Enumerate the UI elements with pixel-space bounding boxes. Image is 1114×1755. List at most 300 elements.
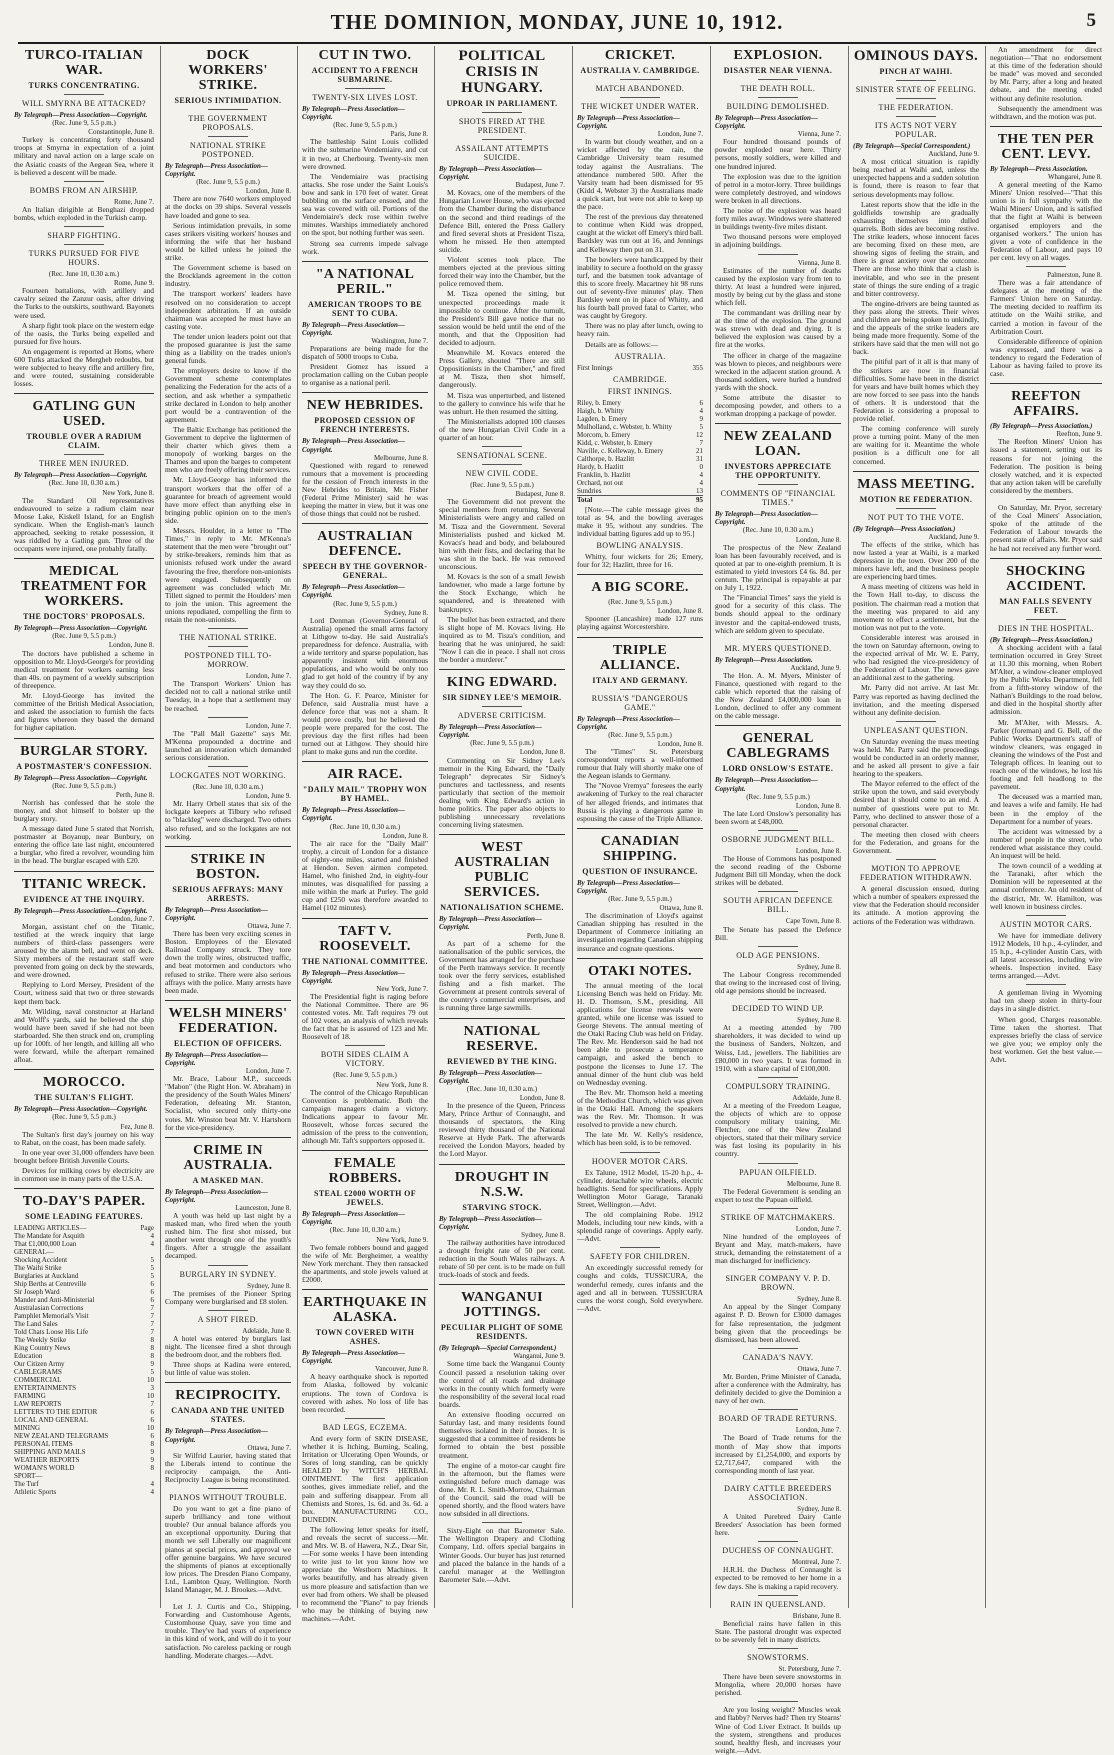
- article-paragraph: Turkey is concentrating forty thousand troops at Smyrna in expectation of a joint military and naval action on a large scale on the Asiatic coasts of the Aegean Sea, where it is believed a descent will be made.: [14, 135, 154, 177]
- index-label: LEADING ARTICLES—: [14, 1224, 87, 1233]
- article-byline: By Telegraph—Press Association—Copyright.: [439, 723, 542, 740]
- article-headline: AUSTRALIAN DEFENCE.: [317, 529, 413, 560]
- index-row: [14, 1408, 154, 1416]
- section-dash: [208, 766, 248, 767]
- article-subhead: MOTION TO APPROVE FEDERATION WITHDRAWN.: [859, 864, 973, 883]
- article-dateline: Budapest, June 8.: [515, 490, 565, 499]
- article-paragraph: The late Mr. W. Kelly's residence, which has been sold, is to be removed.: [577, 1130, 703, 1148]
- batsman: Riley, b. Emery: [577, 398, 621, 407]
- article-paragraph: M. Kovacs is the son of a small Jewish landowner, who made a large fortune by the Stock Exchange, which he squandered, and is threatened with bankruptcy.: [439, 572, 565, 614]
- index-page: 6: [150, 1296, 154, 1305]
- article: [715, 946, 841, 995]
- index-row: [14, 1416, 154, 1424]
- article-subhead: THE NATIONAL COMMITTEE.: [302, 956, 428, 966]
- article-subhead: THE SULTAN'S FLIGHT.: [34, 1093, 134, 1103]
- column-3: [297, 46, 428, 1623]
- article-paragraph: Three shops at Kadina were entered, but little of value was stolen.: [165, 1360, 291, 1378]
- received-time: (Rec. June 10, 0.30 a.m.): [329, 1226, 401, 1235]
- index-label: Pamphlet Memorial's Visit: [14, 1312, 89, 1321]
- article-paragraph: The bowlers were handicapped by their inability to secure a foothold on the grassy turf, and the batsmen took advantage of this to score freely. Macartney hit 98 runs out of seventy-five minutes' play. Then Bardsley went on in place of Whitty, and his fourth ball proved fatal to Carter, who was caught by Gregory.: [577, 254, 703, 321]
- received-time: (Rec. June 9, 5.5 p.m.): [608, 730, 672, 739]
- index-row: [14, 1328, 154, 1336]
- article: [990, 266, 1102, 378]
- article-paragraph: Mr. Wilding, naval constructor at Harland and Wolff's yards, said he believed the ship would have been saved if she had not been starboarded. She then struck end on, crumpling up for 100ft. of her length, and killing all who were forward, while the afterpart remained afloat.: [14, 1006, 154, 1065]
- index-label: Burglaries at Auckland: [14, 1272, 79, 1281]
- article-headline: WEST AUSTRALIAN PUBLIC SERVICES.: [454, 840, 550, 901]
- article: [165, 846, 291, 995]
- article-paragraph: A message dated June 5 stated that Norrish, postmaster at Boyanup, near Bunbury, on entering the office late last night, encountered a burglar, who fired a revolver, wounding him in the head. The burglar escaped with £20.: [14, 824, 154, 866]
- article-subhead: SENSATIONAL SCENE.: [456, 451, 548, 461]
- index-page: 10: [147, 1392, 154, 1401]
- article-dateline: Washington, June 7.: [371, 336, 428, 345]
- article-subhead: AUSTIN MOTOR CARS.: [999, 919, 1093, 929]
- index-row: [14, 1232, 154, 1240]
- article-paragraph: The engine-drivers are being taunted as they pass along the streets. Their wives and children are being spoken to unkindly, and the appeals of the strike leaders are being made more frequently. Some of the strikers have said that the men will not go back.: [853, 298, 979, 357]
- article-paragraph: The bullet has been extracted, and there is slight hope of M. Kovacs living. He inquired as to M. Tisza's condition, and hearing that he was uninjured, he said: "Now I can die in peace. I shall not cross the border a murderer.": [439, 614, 565, 665]
- article-dateline: London, June 7.: [108, 914, 154, 923]
- article: [715, 1595, 841, 1644]
- article: [302, 261, 428, 388]
- index-row: [14, 1280, 154, 1288]
- index-label: The Waihi Strike: [14, 1264, 62, 1273]
- article: [715, 1269, 841, 1344]
- article-subhead: SOUTH AFRICAN DEFENCE BILL.: [723, 896, 833, 915]
- subhead-dash: [64, 94, 104, 95]
- article-paragraph: Meanwhile M. Kovacs entered the Press Gallery, shouted "There are still Oppositionists in the Chamber," and fired at M. Tisza, then shot himself, dangerously.: [439, 348, 565, 390]
- article-subhead: MAN FALLS SEVENTY FEET.: [999, 596, 1093, 615]
- masthead: [18, 8, 1096, 44]
- article: [14, 558, 154, 732]
- article-dateline: Fez, June 8.: [120, 1122, 154, 1131]
- column-7: [848, 46, 979, 1608]
- article-divider: [853, 471, 979, 472]
- received-time: (Rec. June 10, 0.30 a.m.): [466, 1084, 538, 1093]
- index-row: [14, 1480, 154, 1488]
- article-divider: [715, 423, 841, 424]
- article-headline: REEFTON AFFAIRS.: [1011, 389, 1081, 420]
- article-paragraph: An appeal by the Singer Company against P. D. Brown for £3000 damages for false representation, the judgment being given that the proceedings be dismissed, has been allowed.: [715, 1302, 841, 1344]
- article-divider: [165, 1137, 291, 1138]
- article: [165, 1265, 291, 1306]
- article: [990, 915, 1102, 981]
- article-subhead: ACCIDENT TO A FRENCH SUBMARINE.: [311, 66, 419, 84]
- article-paragraph: The old complaining Robe. 1912 Models, including tour new kinds, with a splendid range of coverings. Apply early.—Advt.: [577, 1209, 703, 1244]
- received-time: (Rec. June 9, 5.5 p.m.): [470, 481, 534, 490]
- article-divider: [14, 738, 154, 739]
- article-paragraph: And every form of SKIN DISEASE, whether it is Itching, Burning, Scaling, Irritation or Ulcerating Open Wounds, or Sores of long standing, can be quickly HEALED by WITCH'S HERBAL OINTMENT. The first application soothes, gives immediate relief, and the pain and suffering disappear. From all Chemists and Stores, 1s. 6d. and 3s. 6d. a box. MANUFACTURING CO., DUNEDIN.: [302, 1433, 428, 1524]
- article-subhead: DAIRY CATTLE BREEDERS ASSOCIATION.: [724, 1483, 832, 1502]
- article-paragraph: H.R.H. the Duchess of Connaught is expected to be removed to her home in a few days. She is making a rapid recovery.: [715, 1565, 841, 1591]
- article: [577, 1152, 703, 1244]
- article-subhead: SOME LEADING FEATURES.: [25, 1212, 143, 1222]
- section-dash: [758, 891, 798, 892]
- index-label: The Land Sales: [14, 1320, 58, 1329]
- article-dateline: Cape Town, June 8.: [785, 917, 841, 926]
- index-page: 4: [150, 1488, 154, 1497]
- article-paragraph: An amendment for direct negotiation—"That no endorsement at this time of the federation should be made" was moved and seconded by Mr. Parry, after a long and heated debate, and the meeting ended without any definite resolution.: [990, 45, 1102, 103]
- article-headline: NATIONAL RESERVE.: [463, 1023, 541, 1054]
- index-page: 6: [150, 1288, 154, 1297]
- article-byline: By Telegraph—Press Association—Copyright.: [165, 162, 268, 179]
- article-divider: [990, 383, 1102, 384]
- article-paragraph: A sharp fight took place on the western edge of the oasis, the Turks being expelled and pursued for five hours.: [14, 320, 154, 346]
- article-paragraph: The accident was witnessed by a number of people in the street, who rendered what assistance they could. An inquest will be held.: [990, 826, 1102, 861]
- article-divider: [14, 871, 154, 872]
- article-headline: TO-DAY'S PAPER.: [22, 1194, 146, 1210]
- article-paragraph: The meeting then closed with cheers for the Federation, and groans for the Government.: [853, 829, 979, 856]
- article-paragraph: The control of the Chicago Republican Convention is problematic. Both the campaign managers claim a victory. Indications appear to favour Mr. Roosevelt, whose forces secured the admission of the press to the convention, although Mr. Taft's supporters opposed it.: [302, 1087, 428, 1146]
- index-label: Athletic Sports: [14, 1488, 57, 1497]
- index-label: ENTERTAINMENTS: [14, 1384, 77, 1393]
- article-subhead: CANADA AND THE UNITED STATES.: [171, 1406, 285, 1425]
- article-paragraph: Lord Denman (Governor-General of Australia) opened the small arms factory at Lithgow to-day. He said Australia's preparedness for defence. Australia, with a wide territory and sparse population, has apparently insistent with enormous populations, and who would be only too glad to get hold of the country if by any way they could do so.: [302, 615, 428, 690]
- article-divider: [990, 558, 1102, 559]
- section-dash: [758, 1077, 798, 1078]
- article-paragraph: A United Purebred Dairy Cattle Breeders' Association has been formed here.: [715, 1511, 841, 1538]
- article-byline: By Telegraph—Press Association—Copyright.: [715, 776, 818, 793]
- section-dash: [208, 717, 248, 718]
- article-byline: By Telegraph—Press Association—Copyright.: [14, 624, 148, 633]
- article-dateline: Adelaide, June 8.: [242, 1326, 291, 1335]
- index-page: 8: [150, 1344, 154, 1353]
- subhead-dash: [758, 484, 798, 485]
- article-paragraph: The late Lord Onslow's personality has been sworn at £48,000.: [715, 808, 841, 826]
- article-byline: By Telegraph—Press Association—Copyright.: [165, 1187, 268, 1204]
- section-dash: [620, 1152, 660, 1153]
- column-4: [434, 46, 565, 1608]
- index-label: FARMING: [14, 1392, 46, 1401]
- article-paragraph: The town council of a wedding at the Taranaki, after which the Dominion will be represented at the annual conference. An old resident of the district, Mr. W. Hamilton, was well known in business circles.: [990, 861, 1102, 911]
- column-6: [710, 46, 841, 1755]
- batsman: Sundries: [577, 486, 602, 495]
- article-subhead: TURKS CONCENTRATING.: [28, 81, 140, 90]
- index-row: [14, 1288, 154, 1296]
- article-byline: By Telegraph—Press Association.: [715, 655, 813, 664]
- article-dateline: Vienna, June 7.: [797, 130, 841, 139]
- article-dateline: Perth, June 8.: [526, 931, 565, 940]
- article-paragraph: As part of a scheme for the nationalisation of the public services, the Government has arranged for the purchase of the Perth tramways service. It recently took over the ferry services, established fishing and a fish market. The Government at present controls several of the country's commercial enterprises, and is running three large sawmills.: [439, 938, 565, 1013]
- article-byline: By Telegraph—Press Association—Copyright.: [439, 1214, 542, 1231]
- article-paragraph: The Sultan's first day's journey on his way to Rabat, on the coast, has been made safely.: [14, 1129, 154, 1147]
- article-dateline: Reefton, June 9.: [1056, 430, 1102, 439]
- article-paragraph: At a meeting of the Freedom League, the objects of which are to oppose compulsory military training, Mr. Fletcher, one of the New Zealand objectors, stated that their military service was fast losing its popularity in his country.: [715, 1100, 841, 1159]
- article-paragraph: We have for immediate delivery 1912 Models, 10 h.p., 4-cylinder, and 15 h.p., 4-cylinder Austin Cars, with all latest accessories, including wire wheels. Inspection invited. Easy terms arranged.—Advt.: [990, 930, 1102, 981]
- index-row: [14, 1240, 154, 1248]
- subhead-dash: [345, 88, 385, 89]
- section-dash: [758, 1163, 798, 1164]
- article-subhead: EVIDENCE AT THE INQUIRY.: [23, 894, 145, 904]
- batsman: Lagden, b. Emery: [577, 414, 628, 423]
- article-paragraph: Morgan, assistant chef on the Titanic, testified at the wreck inquiry that large numbers of third-class passengers were aroused by the alarm bell, and went on deck. Sixty members of the restaurant staff were prevented from going on deck by the stewards, and were drowned.: [14, 921, 154, 980]
- article-subhead: THE GOVERNMENT PROPOSALS.: [188, 114, 268, 132]
- article: [715, 1479, 841, 1537]
- article-paragraph: On Saturday evening the mass meeting was held. Mr. Parry said the proceedings would be conducted in an orderly manner, and he asked all present to give a fair hearing to the speakers.: [853, 736, 979, 779]
- article-paragraph: A most critical situation is rapidly being reached at Waihi and, unless the unexpected happens and a sudden solution is found, there is reason to fear that serious developments may follow.: [853, 157, 979, 199]
- column-5: [572, 46, 703, 1608]
- article-subhead: COMPULSORY TRAINING.: [725, 1081, 831, 1091]
- received-time: (Rec. June 10, 0.30 a.m.): [329, 822, 401, 831]
- article-byline: By Telegraph—Press Association—Copyright.: [14, 471, 148, 480]
- runs: 6: [699, 398, 703, 407]
- article-paragraph: The Mayor referred to the effect of the strike upon the town, and said everybody desired that it should come to an end. A number of questions were put to Mr. Parry, who declined to answer those of a personal character.: [853, 779, 979, 829]
- article-paragraph: The Transport Workers' Union has decided not to call a national strike until Tuesday, in a hope that a settlement may be reached.: [165, 679, 291, 713]
- subhead-dash: [1026, 619, 1066, 620]
- article-paragraph: An exceedingly successful remedy for coughs and colds, TUSSICURA, the wonderful remedy, cures infants and the aged and all in between. TUSSICURA cures the worst cough, Sold everywhere.—Advt.: [577, 1263, 703, 1313]
- article: [715, 725, 841, 826]
- article-headline: EARTHQUAKE IN ALASKA.: [303, 1295, 427, 1326]
- article-subhead: "DAILY MAIL" TROPHY WON BY HAMEL.: [302, 785, 428, 804]
- article-paragraph: Sir Wilfrid Laurier, having stated that the Liberals intend to continue the reciprocity campaign, the Anti-Reciprocity League is being reconstituted.: [165, 1450, 291, 1484]
- article-paragraph: There has been very exciting scenes in Boston. Employees of the Elevated Railroad Company struck. They tore down the trolly wires, obstructed traffic, and beat motormen and conductors who refused to strike. There were also serious affrays with the police. Many arrests have been made.: [165, 929, 291, 995]
- received-time: (Rec. June 9, 5.5 p.m.): [196, 178, 260, 187]
- article: [990, 499, 1102, 553]
- article-byline: By Telegraph—Press Association—Copyright.: [302, 583, 405, 600]
- article-dateline: Ottawa, June 7.: [247, 1443, 291, 1452]
- article-divider: [439, 834, 565, 835]
- subhead-dash: [758, 97, 798, 98]
- article-divider: [14, 1188, 154, 1189]
- article-byline: By Telegraph—Press Association—Copyright.: [14, 906, 148, 915]
- article-paragraph: A hotel was entered by burglars last night. The licensee fired a shot through the bedroom door, and the robbers fled.: [165, 1333, 291, 1360]
- index-label: Education: [14, 1352, 43, 1361]
- section-dash: [896, 721, 936, 722]
- innings-total: 355: [692, 363, 703, 372]
- article-dateline: London, June 8.: [519, 1093, 565, 1102]
- section-dash: [758, 1701, 798, 1702]
- article-dateline: London, June 7.: [795, 1224, 841, 1233]
- received-time: (Rec. June 10, 0.30 a.m.): [742, 526, 814, 535]
- article-paragraph: M. Tisza opened the sitting, but unexpected proceedings made it impossible to continue. After the tumult, the President's Bill gave notice that no session would be held until the end of the month, and that the Opposition had decided to adjourn.: [439, 289, 565, 347]
- article: [14, 393, 154, 553]
- article-subhead: INVESTORS APPRECIATE THE OPPORTUNITY.: [724, 462, 832, 481]
- article-paragraph: Two female robbers bound and gagged the wife of Mr. Bergheimer, a wealthy New York merchant. They then ransacked the apartments, and stole jewels valued at £2000.: [302, 1242, 428, 1284]
- article-divider: [302, 1150, 428, 1151]
- score-row: [577, 447, 703, 455]
- article-dateline: Perth, June 8.: [115, 790, 154, 799]
- article: [165, 766, 291, 841]
- article-byline: By Telegraph—Press Association—Copyright.: [302, 437, 405, 454]
- article-subhead: TWENTY-SIX LIVES LOST.: [312, 93, 418, 102]
- score-row: [577, 399, 703, 407]
- article-divider: [439, 1284, 565, 1285]
- article-paragraph: The railway authorities have introduced a drought freight rate of 50 per cent. reduction in the South Wales railways. A rebate of 50 per cent. is to be made on full truck-loads of stock and feeds.: [439, 1237, 565, 1280]
- article-paragraph: The "Financial Times" says the yield is good for a security of this class. The bonds should appeal to the ordinary investor and the capital-endowed trusts, which are seldom given to speculate.: [715, 593, 841, 635]
- article-dateline: Sydney, June 8.: [247, 1281, 291, 1290]
- article: [715, 1163, 841, 1204]
- article: [990, 383, 1102, 495]
- index-page: 10: [147, 1424, 154, 1433]
- article: [577, 637, 703, 823]
- article-headline: "A NATIONAL PERIL.": [315, 266, 415, 297]
- article-paragraph: The premises of the Pioneer Spring Company were burglarised and £8 stolen.: [165, 1288, 291, 1306]
- article-paragraph: Latest reports show that the idle in the goldfields township are gradually exhausting themselves into dulled quarrels. Both sides are becoming restive. The strike leaders, whose innocent faces are becoming fixed on these men, are showing signs of feeling the strain, and there is great anxiety over the outcome. There are those who think that a clash is inevitable, and who see in the present state of things the sure ending of a tragic and bitter controversy.: [853, 199, 979, 298]
- index-label: SHIPPING AND MAILS: [14, 1448, 86, 1457]
- received-time: (Rec. June 10, 0.30 a.m.): [48, 270, 120, 279]
- section-dash: [1026, 266, 1066, 267]
- article-dateline: Sydney, June 8.: [797, 1295, 841, 1304]
- article-headline: MOROCCO.: [42, 1075, 126, 1091]
- article-dateline: London, June 8.: [657, 607, 703, 616]
- index-page: 8: [150, 1352, 154, 1361]
- article-paragraph: A heavy earthquake shock is reported from Alaska, followed by volcanic eruptions. The town of Cordova is covered with ashes. No loss of life has been recorded.: [302, 1372, 428, 1414]
- score-row: [577, 423, 703, 431]
- article-paragraph: In the presence of the Queen, Princess Mary, Prince Arthur of Connaught, and thousands of spectators, the King reviewed thirty thousand of the National Reserve at Hyde Park. The afterwards received the London Mayors, headed by the Lord Mayor.: [439, 1100, 565, 1159]
- article-byline: By Telegraph—Press Association—Copyright.: [14, 1105, 148, 1114]
- index-page: 7: [150, 1312, 154, 1321]
- article-subhead: OSBORNE JUDGMENT BILL.: [721, 835, 835, 844]
- runs: 0: [699, 462, 703, 471]
- index-row: [14, 1488, 154, 1496]
- article-paragraph: Replying to Lord Mersey, President of the Court, witness said that two or three stewards kept them back.: [14, 980, 154, 1006]
- article-dateline: Ottawa, June 7.: [797, 1364, 841, 1373]
- index-page: 8: [150, 1440, 154, 1449]
- article: [165, 1598, 291, 1660]
- article-headline: TRIPLE ALLIANCE.: [599, 642, 681, 673]
- subhead-dash: [620, 97, 660, 98]
- article-divider: [302, 1289, 428, 1290]
- article: [302, 1289, 428, 1414]
- article-paragraph: The Presidential fight is raging before the National Committee. There are 96 contested votes. Mr. Taft requires 79 out of 102 votes, an analysis of which reveals the fact that he is assured of 123 and Mr. Roosevelt of 18.: [302, 991, 428, 1042]
- article-divider: [715, 725, 841, 726]
- section-dash: [758, 1541, 798, 1542]
- article-subhead: SHOTS FIRED AT THE PRESIDENT.: [458, 117, 546, 135]
- subhead-dash: [208, 136, 248, 137]
- article-divider: [439, 1018, 565, 1019]
- article-dateline: London, June 7.: [245, 672, 291, 681]
- article-paragraph: The deceased was a married man, and leaves a wife and family. He had been in the employ of the Department for a number of years.: [990, 792, 1102, 826]
- article-dateline: Auckland, June 9.: [790, 663, 841, 672]
- runs: 4: [699, 478, 703, 487]
- article-paragraph: Mr. Parry did not arrive. At last Mr. Parry was reported as having declined the invitation, and the meeting dispersed without any definite decision.: [853, 683, 979, 717]
- article-paragraph: Mr. Harry Orbell states that six of the lockgate keepers at Tilbury who refused to "blackleg" were discharged. Two others also refused, and so the lockgates are not working.: [165, 799, 291, 841]
- article-dateline: St. Petersburg, June 7.: [778, 1665, 841, 1673]
- index-label: LETTERS TO THE EDITOR: [14, 1408, 98, 1417]
- article-paragraph: Fourteen battalions, with artillery and cavalry seized the Zanzur oasis, after driving the Turks to the outskirts, southward. Bayonets were used.: [14, 286, 154, 320]
- article-headline: TAFT V. ROOSEVELT.: [319, 923, 411, 954]
- section-dash: [758, 1479, 798, 1480]
- received-time: (Rec. June 9, 5.5 p.m.): [608, 598, 672, 607]
- article-dateline: London, June 8.: [795, 801, 841, 810]
- article-dateline: London, June 8.: [795, 535, 841, 544]
- article-subhead: MR. MYERS QUESTIONED.: [724, 643, 832, 653]
- column-1: [14, 46, 154, 1608]
- column-2: [160, 46, 291, 1660]
- article-paragraph: The air race for the "Daily Mail" trophy, a circuit of London for a distance of eighty-one miles, started and finished at Hendon. Seven airmen competed. Hamel, who finished 2nd, in eighty-four minutes, was disqualified for passing a mile within the mark at Purley. The gold cup and £250 was therefore awarded to Hamel (102 minutes).: [302, 838, 428, 913]
- bowling-analysis: Whitty, four wickets for 26; Emery, four for 32; Hazlitt, three for 16.: [577, 552, 703, 570]
- score-innings: FIRST INNINGS.: [607, 386, 673, 396]
- received-time: (Rec. June 9, 5.5 p.m.): [746, 792, 810, 801]
- article-paragraph: M. Kovacs, one of the members of the Hungarian Lower House, who was ejected from the Chamber during the disturbance on the second and third readings of the Defence Bill, entered the Press Gallery and fired several shots at President Tisza, whom he missed. He then attempted suicide.: [439, 188, 565, 254]
- article-dateline: Adelaide, June 8.: [792, 1093, 841, 1102]
- article-dateline: London, June 7.: [245, 1066, 291, 1075]
- article-paragraph: In one year over 31,000 offenders have been brought before British Juvenile Courts.: [14, 1147, 154, 1165]
- article-byline: By Telegraph—Press Association—Copyright.: [302, 320, 405, 337]
- article-subhead: BAD LEGS, ECZEMA.: [322, 1422, 408, 1432]
- article-paragraph: A mass meeting of citizens was held in the Town Hall to-day, to discuss the position. The chairman read a motion that the meeting was prepared to aid any movement to effect a settlement, but the motion was not put to the vote.: [853, 582, 979, 632]
- article-subhead: PAPUAN OILFIELD.: [739, 1167, 817, 1177]
- article-byline: By Telegraph—Press Association—Copyright.: [577, 114, 680, 131]
- score-row: [577, 455, 703, 463]
- index-page: 10: [147, 1376, 154, 1385]
- article-subhead: DIES IN THE HOSPITAL.: [997, 623, 1095, 633]
- runs: 21: [696, 446, 703, 455]
- section-dash: [620, 1247, 660, 1248]
- section-dash: [758, 254, 798, 255]
- index-page: 6: [150, 1416, 154, 1425]
- subhead-dash: [620, 79, 660, 80]
- article-paragraph: Estimates of the number of deaths caused by the explosion vary from ten to thirty. At least a hundred were injured, mostly by being cut by the glass and stone which fell.: [715, 265, 841, 307]
- article: [577, 1247, 703, 1313]
- article: [990, 126, 1102, 262]
- score-row: [577, 471, 703, 479]
- article-byline: By Telegraph—Press Association—Copyright.: [439, 165, 542, 182]
- index-label: WOMAN'S WORLD: [14, 1464, 75, 1473]
- received-time: (Rec. June 9, 5.5 p.m.): [333, 1071, 397, 1080]
- index-page: 7: [150, 1400, 154, 1409]
- index-page: 4: [150, 1240, 154, 1249]
- article-dateline: Montreal, June 7.: [792, 1558, 841, 1567]
- article-subhead: CANADA'S NAVY.: [742, 1352, 814, 1362]
- index-page: 6: [150, 1280, 154, 1289]
- index-row: [14, 1296, 154, 1304]
- article-paragraph: The transport workers' leaders have resolved on no consideration to accept independent arbitration. If an outside chairman was accepted he must have an casting vote.: [165, 289, 291, 331]
- article-dateline: London, June 8.: [245, 187, 291, 196]
- article: [439, 1018, 565, 1159]
- article-divider: [165, 1000, 291, 1001]
- index-page: 5: [150, 1256, 154, 1265]
- article-divider: [990, 126, 1102, 127]
- article: [990, 46, 1102, 121]
- article: [439, 1522, 565, 1584]
- subhead-dash: [896, 508, 936, 509]
- article-paragraph: The "Novoe Vremya" foresees the early awakening of Turkey to the real character of her alleged friends, and intimates that Russia is playing a dangerous game in espousing the cause of the Triple Alliance.: [577, 781, 703, 823]
- article-paragraph: Norrish has confessed that he stole the money, and shot himself to bolster up the burglary story.: [14, 797, 154, 823]
- section-dash: [758, 1648, 798, 1649]
- article-paragraph: At a meeting attended by 700 shareholders, it was decided to wind up the business of Sanders, Noltzen, and Weiss, Ltd., jewellers. The liabilities are £80,000 in two years. It was formed in 1910, with a share capital of £100,000.: [715, 1023, 841, 1073]
- article-paragraph: The tender union leaders point out that the proposed guarantee is just the same thing as a liability on the trades union's general funds.: [165, 331, 291, 366]
- index-page: 8: [150, 1464, 154, 1473]
- article-paragraph: The engine of a motor-car caught fire in the afternoon, but the flames were extinguished before much damage was done. Mr. R. L. Smith-Morrow, Chairman of the Council, said the road will be opened shortly, and the flood waters have now subsided in all directions.: [439, 1460, 565, 1519]
- article-divider: [14, 1069, 154, 1070]
- article-dateline: London, June 8.: [108, 641, 154, 650]
- article: [715, 1348, 841, 1405]
- runs: 9: [699, 414, 703, 423]
- article: [165, 1000, 291, 1132]
- batsman: Haigh, b. Whitty: [577, 406, 624, 415]
- article-headline: NEW HEBRIDES.: [306, 398, 424, 414]
- article-paragraph: Preparations are being made for the dispatch of 5000 troops to Cuba.: [302, 343, 428, 362]
- article: [715, 1208, 841, 1265]
- article: [439, 1284, 565, 1518]
- article-byline: By Telegraph—Press Association—Copyright.: [577, 878, 680, 895]
- article-paragraph: An Italian dirigible at Benghazi dropped bombs, which exploded in the Turkish camp.: [14, 204, 154, 222]
- article: [165, 1382, 291, 1484]
- index-page: 8: [150, 1336, 154, 1345]
- received-time: (Rec. June 9, 5.5 p.m.): [52, 781, 116, 790]
- article-byline: By Telegraph—Press Association—Copyright.: [165, 1050, 268, 1067]
- runs: 13: [696, 486, 703, 495]
- article-byline: By Telegraph—Press Association—Copyright.: [577, 714, 680, 731]
- article-paragraph: Sixty-Eight on that Barometer Sale. The Wellington Drapery and Clothing Company, Ltd. offers special bargains in Winter Goods. Our buyer has just returned and placed the balance in the hands of a careful manager at the Wellington Barometer Sale.—Advt.: [439, 1526, 565, 1584]
- score-row: [577, 415, 703, 423]
- index-page: 9: [150, 1360, 154, 1369]
- article-subhead: STRIKE OF MATCHMAKERS.: [720, 1212, 836, 1222]
- index-row: [14, 1352, 154, 1360]
- index-row: [14, 1376, 154, 1384]
- article-paragraph: The following letter speaks for itself, and reveals the secret of success.—Mr. and Mrs. W. B. of Hawera, N.Z., Dear Sir,—For some weeks I have been intending to write just to let you know how we appreciate the Westborn Machines. It works beautifully, and has already given us more pleasure and satisfaction than we ever had from others. We shall be pleased to recommend the "Piano" to pay friends who may be thinking of buying new machines.—Advt.: [302, 1524, 428, 1623]
- article-headline: CRICKET.: [604, 48, 676, 63]
- article: [165, 1488, 291, 1594]
